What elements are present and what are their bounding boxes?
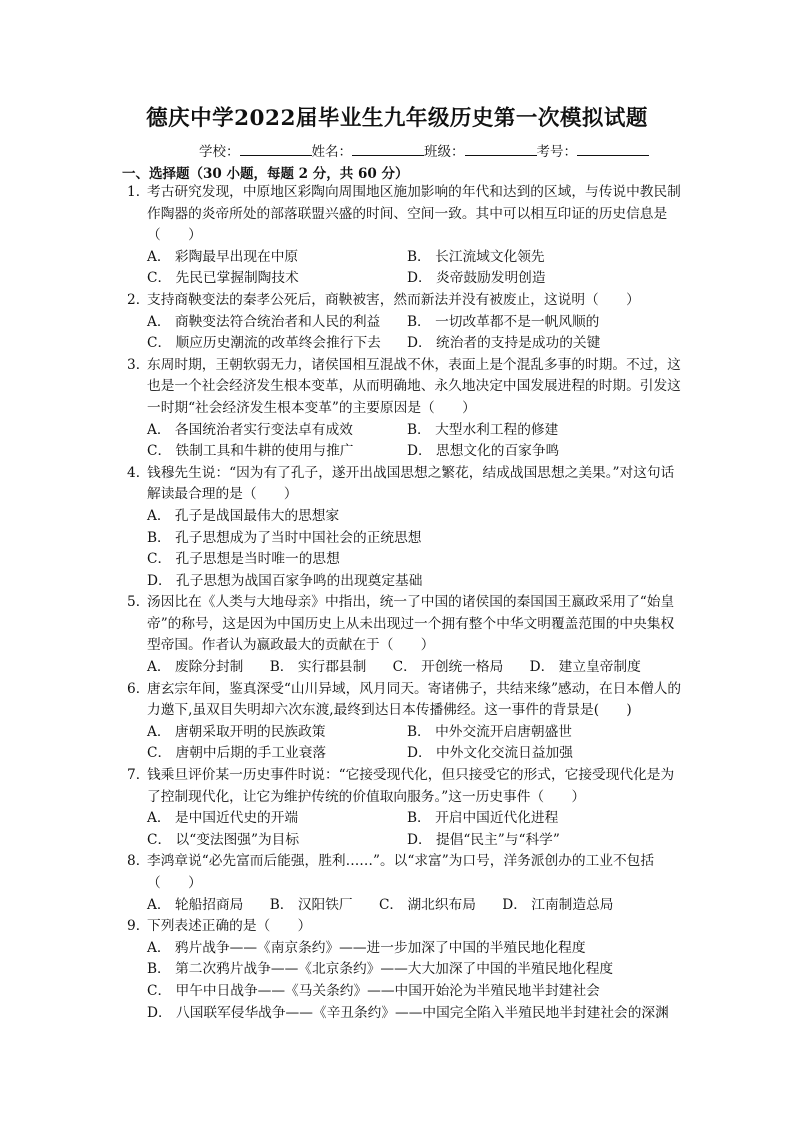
question: [0, 679, 794, 765]
option-b[interactable]: B． 一切改革都不是一帆风顺的: [407, 313, 600, 330]
question: [0, 290, 794, 355]
question-text: 钱穆先生说：“因为有了孔子，遂开出战国思想之繁花，结成战国思想之美果。”对这句话解读最合理的是（ ）: [147, 464, 675, 503]
question: [0, 851, 794, 916]
option-d[interactable]: D． 提倡“民主”与“科学”: [407, 831, 560, 848]
option-c[interactable]: C． 顺应历史潮流的改革终会推行下去: [147, 335, 381, 352]
option-d[interactable]: D． 八国联军侵华战争——《辛丑条约》——中国完全陷入半殖民地半封建社会的深渊: [147, 1004, 669, 1021]
option-b[interactable]: B． 开启中国近代化进程: [407, 810, 559, 827]
option-c[interactable]: C． 以“变法图强”为目标: [147, 831, 300, 848]
question: [0, 355, 794, 463]
option-a[interactable]: A． 孔子是战国最伟大的思想家: [147, 507, 340, 524]
option-b[interactable]: B． 汉阳铁厂: [269, 896, 353, 913]
question-number: 5．: [127, 594, 150, 611]
option-list: [147, 938, 687, 1024]
option-d[interactable]: D． 思想文化的百家争鸣: [407, 443, 560, 460]
class-blank[interactable]: [465, 143, 537, 156]
question-text: 唐玄宗年间，鉴真深受“山川异域，风月同天。寄诸佛子，共结来缘”感动，在日本僧人的力邀下,虽双目失明却六次东渡,最终到达日本传播佛经。这一事件的背景是( ): [147, 680, 682, 719]
question-number: 4．: [127, 464, 150, 481]
option-d[interactable]: D． 炎帝鼓励发明创造: [407, 270, 546, 287]
option-c[interactable]: C． 甲午中日战争——《马关条约》——中国开始沦为半殖民地半封建社会: [147, 982, 600, 999]
question-stem: [127, 182, 687, 247]
option-c[interactable]: C． 唐朝中后期的手工业衰落: [147, 745, 327, 762]
option-d[interactable]: D． 建立皇帝制度: [529, 659, 641, 676]
question-number: 3．: [127, 356, 150, 373]
option-a[interactable]: A． 鸦片战争——《南京条约》——进一步加深了中国的半殖民地化程度: [147, 939, 586, 956]
option-b[interactable]: B． 大型水利工程的修建: [407, 421, 559, 438]
exam-number-blank[interactable]: [577, 143, 649, 156]
page-title: 德庆中学2022届毕业生九年级历史第一次模拟试题: [146, 106, 648, 131]
option-row: [147, 657, 687, 679]
option-list: [147, 506, 687, 592]
question: [0, 765, 794, 851]
question-number: 2．: [127, 291, 150, 308]
option-a[interactable]: A． 是中国近代史的开端: [147, 810, 299, 827]
question-stem: [127, 355, 687, 420]
question-list: [0, 182, 794, 1024]
question-text: 钱乘旦评价某一历史事件时说：“它接受现代化，但只接受它的形式，它接受现代化是为了控制现代化，让它为维护传统的价值取向服务。”这一历史事件（ ）: [147, 767, 675, 805]
question-number: 8．: [127, 853, 150, 870]
option-c[interactable]: C． 孔子思想是当时唯一的思想: [147, 551, 340, 568]
option-d[interactable]: D． 江南制造总局: [502, 896, 614, 913]
option-row: [147, 895, 687, 917]
question-stem: [127, 916, 687, 938]
option-a[interactable]: A． 各国统治者实行变法卓有成效: [147, 421, 353, 438]
option-b[interactable]: B． 孔子思想成为了当时中国社会的正统思想: [147, 529, 422, 546]
option-grid: [147, 722, 687, 765]
option-a[interactable]: A． 唐朝采取开明的民族政策: [147, 723, 326, 740]
question-stem: [127, 765, 687, 808]
question-number: 1．: [127, 184, 150, 200]
option-grid: [147, 247, 687, 290]
question-text: 李鸿章说“必先富而后能强，胜利……”。以“求富”为口号，洋务派创办的工业不包括（ ）: [147, 853, 655, 891]
question: [0, 463, 794, 593]
option-grid: [147, 808, 687, 851]
question-number: 9．: [127, 918, 150, 935]
question-number: 7．: [127, 767, 150, 784]
school-label: 学校：: [199, 144, 240, 160]
question-text: 考古研究发现，中原地区彩陶向周围地区施加影响的年代和达到的区域，与传说中教民制作陶器的炎帝所处的部落联盟兴盛的时间、空间一致。其中可以相互印证的历史信息是（ ）: [147, 184, 681, 244]
option-a[interactable]: A． 废除分封制: [147, 659, 244, 676]
option-grid: [147, 420, 687, 463]
question-text: 支持商鞅变法的秦孝公死后，商鞅被害，然而新法并没有被废止，这说明（ ）: [147, 291, 640, 308]
class-label: 班级：: [424, 144, 465, 160]
option-b[interactable]: B． 长江流域文化领先: [407, 248, 545, 265]
school-blank[interactable]: [240, 143, 312, 156]
option-c[interactable]: C． 开创统一格局: [392, 659, 504, 676]
option-d[interactable]: D． 统治者的支持是成功的关键: [407, 335, 601, 352]
name-blank[interactable]: [352, 143, 424, 156]
question-stem: [127, 463, 687, 506]
option-a[interactable]: A． 彩陶最早出现在中原: [147, 248, 299, 265]
question-stem: [127, 851, 687, 894]
option-c[interactable]: C． 铁制工具和牛耕的使用与推广: [147, 443, 354, 460]
option-grid: [147, 312, 687, 355]
option-c[interactable]: C． 湖北织布局: [378, 896, 476, 913]
student-info-row: [199, 140, 649, 160]
option-d[interactable]: D． 孔子思想为战国百家争鸣的出现奠定基础: [147, 572, 423, 589]
name-label: 姓名：: [311, 144, 352, 160]
option-d[interactable]: D． 中外文化交流日益加强: [407, 745, 573, 762]
question: [0, 182, 794, 290]
question-stem: [127, 592, 687, 657]
question: [0, 916, 794, 1024]
question-text: 下列表述正确的是（ ）: [147, 918, 312, 935]
question-text: 汤因比在《人类与大地母亲》中指出，统一了中国的诸侯国的秦国国王嬴政采用了“始皇帝”的称号，这是因为中国历史上从未出现过一个拥有整个中华文明覆盖范围的中央集权型帝国。作者认为嬴政最大的贡献在于（ ）: [147, 594, 675, 654]
option-c[interactable]: C． 先民已掌握制陶技术: [147, 270, 299, 287]
option-a[interactable]: A． 商鞅变法符合统治者和人民的利益: [147, 313, 381, 330]
section-title: 一、选择题（30 小题，每题 2 分，共 60 分）: [122, 166, 409, 182]
question-number: 6．: [127, 680, 150, 697]
exam-number-label: 考号：: [536, 144, 577, 160]
option-b[interactable]: B． 实行郡县制: [269, 659, 367, 676]
question: [0, 592, 794, 678]
question-text: 东周时期，王朝软弱无力，诸侯国相互混战不休，表面上是个混乱多事的时期。不过，这也是一个社会经济发生根本变革，从而明确地、永久地决定中国发展进程的时期。引发这一时期“社会经济发生根本变革”的主要原因是（ ）: [147, 356, 681, 416]
question-stem: [127, 679, 687, 722]
option-b[interactable]: B． 第二次鸦片战争——《北京条约》——大大加深了中国的半殖民地化程度: [147, 961, 614, 978]
option-a[interactable]: A． 轮船招商局: [147, 896, 244, 913]
option-b[interactable]: B． 中外交流开启唐朝盛世: [407, 723, 572, 740]
question-stem: [127, 290, 687, 312]
